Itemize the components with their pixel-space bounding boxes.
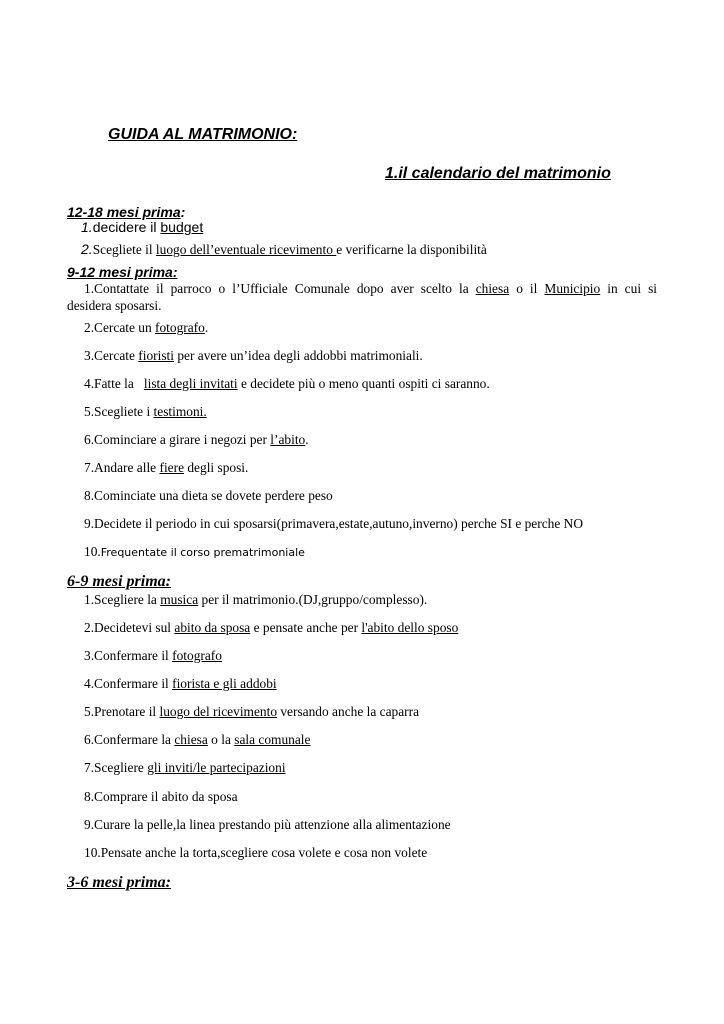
item-text: Frequentate il corso prematrimoniale bbox=[100, 546, 305, 559]
list-item bbox=[84, 592, 427, 608]
item-text: 5.Prenotare il bbox=[84, 704, 160, 719]
list-item bbox=[84, 544, 305, 560]
list-item: 10.Pensate anche la torta,scegliere cosa volete e cosa non volete bbox=[84, 845, 428, 860]
section-heading-text: 12-18 mesi prima bbox=[67, 204, 181, 220]
list-item bbox=[84, 376, 490, 392]
item-link[interactable]: sala comunale bbox=[234, 732, 311, 747]
item-link[interactable]: luogo dell’eventuale ricevimento bbox=[155, 242, 337, 257]
item-text: 3.Confermare il bbox=[84, 648, 173, 663]
item-link[interactable]: luogo del ricevimento bbox=[159, 704, 278, 719]
item-text: 2.Cercate un bbox=[84, 320, 156, 335]
list-item bbox=[81, 219, 203, 235]
item-text: e decidete più o meno quanti ospiti ci saranno. bbox=[237, 376, 490, 391]
item-text: decidere il bbox=[92, 219, 161, 235]
document-title: GUIDA AL MATRIMONIO: bbox=[108, 126, 298, 143]
item-text: 2.Decidetevi sul bbox=[84, 620, 175, 635]
list-item bbox=[84, 732, 310, 748]
list-item bbox=[84, 460, 248, 476]
item-link[interactable]: chiesa bbox=[174, 732, 208, 747]
section-heading-12-18 bbox=[67, 204, 185, 220]
list-item: 8.Comprare il abito da sposa bbox=[84, 789, 238, 804]
section-heading-colon: : bbox=[180, 204, 186, 220]
item-text: 6.Cominciare a girare i negozi per bbox=[84, 432, 271, 447]
item-number: 10. bbox=[84, 544, 101, 559]
list-item bbox=[81, 241, 487, 258]
item-link[interactable]: l'abito dello sposo bbox=[361, 620, 459, 635]
item-text: 3.Cercate bbox=[84, 348, 139, 363]
item-text: per avere un’idea degli addobbi matrimoniali. bbox=[174, 348, 423, 363]
item-text: versando anche la caparra bbox=[277, 704, 420, 719]
item-link[interactable]: fioristi bbox=[138, 348, 174, 363]
list-item-continuation: desidera sposarsi. bbox=[67, 298, 162, 313]
item-link[interactable]: Municipio bbox=[544, 281, 601, 296]
item-link[interactable]: fiere bbox=[159, 460, 185, 475]
list-item bbox=[84, 676, 277, 692]
item-number: 2. bbox=[81, 241, 93, 257]
item-text: in cui si bbox=[600, 281, 658, 296]
item-text: 4.Confermare il bbox=[84, 676, 173, 691]
item-link[interactable]: fotografo bbox=[155, 320, 205, 335]
section-heading-6-9: 6-9 mesi prima: bbox=[67, 573, 171, 590]
item-text: o il bbox=[509, 281, 545, 296]
item-text: o la bbox=[207, 732, 235, 747]
list-item bbox=[84, 648, 222, 664]
list-item: 9.Curare la pelle,la linea prestando più attenzione alla alimentazione bbox=[84, 817, 451, 832]
list-item: 9.Decidete il periodo in cui sposarsi(primavera,estate,autuno,inverno) perche SI e perche NO bbox=[84, 516, 583, 531]
list-item: 8.Cominciate una dieta se dovete perdere peso bbox=[84, 488, 333, 503]
item-link[interactable]: chiesa bbox=[475, 281, 510, 296]
item-link[interactable]: fiorista e gli addobi bbox=[172, 676, 277, 691]
item-text: 5.Scegliete i bbox=[84, 404, 154, 419]
item-text: 4.Fatte la bbox=[84, 376, 144, 391]
list-item bbox=[84, 320, 208, 336]
item-text: per il matrimonio.(DJ,gruppo/complesso). bbox=[198, 592, 428, 607]
list-item bbox=[84, 348, 423, 364]
list-item bbox=[84, 432, 309, 448]
list-item bbox=[84, 620, 458, 636]
list-item bbox=[84, 404, 207, 420]
item-link[interactable]: fotografo bbox=[172, 648, 222, 663]
item-link[interactable]: lista degli invitati bbox=[143, 376, 238, 391]
item-link[interactable]: l’abito bbox=[270, 432, 306, 447]
document-subtitle: 1.il calendario del matrimonio bbox=[385, 165, 611, 182]
item-text: Scegliete il bbox=[92, 242, 156, 257]
item-link[interactable]: musica bbox=[160, 592, 199, 607]
item-number: 1. bbox=[81, 219, 93, 235]
item-link[interactable]: testimoni. bbox=[153, 404, 207, 419]
item-text: 7.Scegliere bbox=[84, 760, 148, 775]
list-item bbox=[67, 281, 657, 297]
item-text: . bbox=[204, 320, 209, 335]
item-text: e pensate anche per bbox=[250, 620, 362, 635]
item-text: 7.Andare alle bbox=[84, 460, 160, 475]
list-item bbox=[84, 704, 419, 720]
item-text: 1.Contattate il parroco o l’Ufficiale Comunale dopo aver scelto la bbox=[84, 281, 476, 296]
item-text: e verificarne la disponibilità bbox=[336, 242, 487, 257]
section-heading-9-12: 9-12 mesi prima: bbox=[67, 264, 178, 280]
item-link[interactable]: abito da sposa bbox=[174, 620, 251, 635]
list-item bbox=[84, 760, 286, 776]
item-link[interactable]: budget bbox=[160, 219, 204, 235]
item-text: degli sposi. bbox=[184, 460, 249, 475]
item-text: 6.Confermare la bbox=[84, 732, 175, 747]
section-heading-3-6: 3-6 mesi prima: bbox=[67, 874, 171, 891]
item-text: 1.Scegliere la bbox=[84, 592, 161, 607]
item-link[interactable]: gli inviti/le partecipazioni bbox=[147, 760, 286, 775]
item-text: . bbox=[305, 432, 309, 447]
